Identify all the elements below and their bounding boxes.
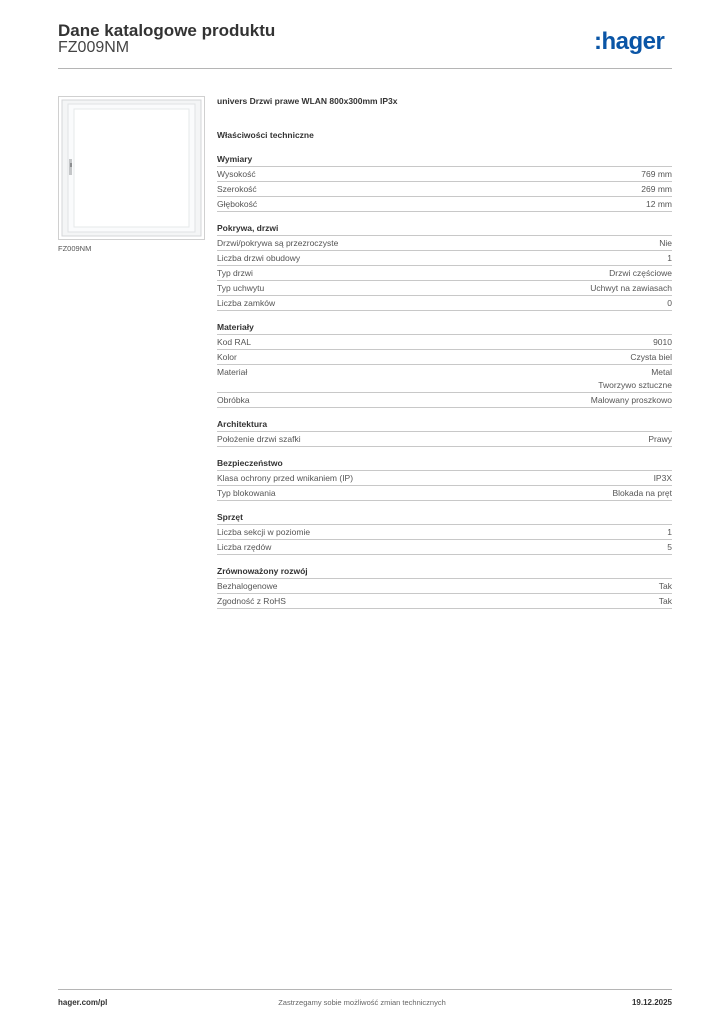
property-row <box>217 266 672 281</box>
product-details <box>217 96 672 619</box>
footer-date: 19.12.2025 <box>631 998 672 1007</box>
properties-heading: Właściwości techniczne <box>217 130 314 140</box>
property-value-line: IP3X <box>653 473 672 483</box>
section-title: Zrównoważony rozwój <box>217 565 672 579</box>
property-label: Typ blokowania <box>217 488 276 498</box>
property-value <box>659 595 672 608</box>
property-value <box>609 267 672 280</box>
property-value <box>598 366 672 392</box>
property-value-line: 1 <box>667 527 672 537</box>
section-title: Bezpieczeństwo <box>217 457 672 471</box>
property-row <box>217 167 672 182</box>
property-value <box>654 472 672 485</box>
property-section <box>217 222 672 311</box>
property-row <box>217 182 672 197</box>
footer-divider <box>58 989 672 990</box>
property-row <box>217 251 672 266</box>
property-label: Szerokość <box>217 184 257 194</box>
property-row <box>217 579 672 594</box>
property-label: Kod RAL <box>217 337 252 347</box>
property-row <box>217 432 672 447</box>
property-label: Bezhalogenowe <box>217 581 278 591</box>
property-value-line: 9010 <box>653 337 672 347</box>
property-label: Liczba rzędów <box>217 542 272 552</box>
section-title: Wymiary <box>217 153 672 167</box>
property-value <box>648 433 672 446</box>
property-section <box>217 321 672 408</box>
property-section <box>217 153 672 212</box>
property-row <box>217 350 672 365</box>
header-divider <box>58 68 672 69</box>
property-section <box>217 565 672 609</box>
property-row <box>217 335 672 350</box>
product-description: univers Drzwi prawe WLAN 800x300mm IP3x <box>217 96 398 106</box>
property-label: Liczba zamków <box>217 298 276 308</box>
property-row <box>217 197 672 212</box>
property-value-line: Tak <box>658 581 672 591</box>
property-value-line: Drzwi częściowe <box>609 268 672 278</box>
section-title: Materiały <box>217 321 672 335</box>
property-value <box>659 580 672 593</box>
hager-logo: :hager <box>594 28 665 55</box>
product-image <box>58 96 205 240</box>
property-row <box>217 365 672 393</box>
product-code: FZ009NM <box>58 39 130 56</box>
property-row <box>217 540 672 555</box>
property-section <box>217 418 672 447</box>
property-value <box>612 487 672 500</box>
properties-sections <box>217 153 672 609</box>
property-value-line: Nie <box>659 238 672 248</box>
property-value <box>653 336 672 349</box>
property-label: Wysokość <box>217 169 256 179</box>
property-value-line: Blokada na pręt <box>612 488 672 498</box>
property-row <box>217 236 672 251</box>
property-value <box>646 198 672 211</box>
property-label: Typ uchwytu <box>217 283 265 293</box>
property-value-line: Prawy <box>648 434 672 444</box>
property-value-line: Metal <box>651 367 672 377</box>
property-value <box>641 168 672 181</box>
property-label: Zgodność z RoHS <box>217 596 286 606</box>
property-value <box>667 541 672 554</box>
property-value-line: Tak <box>658 596 672 606</box>
property-value <box>667 526 672 539</box>
property-row <box>217 296 672 311</box>
property-row <box>217 471 672 486</box>
property-label: Liczba drzwi obudowy <box>217 253 301 263</box>
property-label: Obróbka <box>217 395 250 405</box>
property-value-line: 1 <box>667 253 672 263</box>
property-label: Liczba sekcji w poziomie <box>217 527 311 537</box>
property-value-line: 5 <box>667 542 672 552</box>
property-label: Głębokość <box>217 199 258 209</box>
property-section <box>217 511 672 555</box>
property-value-line: 269 mm <box>641 184 672 194</box>
property-label: Położenie drzwi szafki <box>217 434 301 444</box>
property-value <box>667 297 672 310</box>
property-value-line: 769 mm <box>641 169 672 179</box>
property-value <box>590 282 672 295</box>
property-label: Drzwi/pokrywa są przezroczyste <box>217 238 339 248</box>
property-value-line: Czysta biel <box>630 352 672 362</box>
property-label: Typ drzwi <box>217 268 253 278</box>
property-row <box>217 393 672 408</box>
document-title: Dane katalogowe produktu <box>58 21 276 40</box>
property-row <box>217 525 672 540</box>
property-value <box>659 237 672 250</box>
section-title: Architektura <box>217 418 672 432</box>
property-value-line: Uchwyt na zawiasach <box>590 283 672 293</box>
property-value-line: 12 mm <box>646 199 672 209</box>
image-caption: FZ009NM <box>58 244 92 253</box>
footer-disclaimer: Zastrzegamy sobie możliwość zmian technicznych <box>278 998 446 1007</box>
property-value <box>641 183 672 196</box>
property-value <box>591 394 672 407</box>
property-label: Materiał <box>217 367 248 377</box>
footer-website-link[interactable]: hager.com/pl <box>58 998 108 1007</box>
property-value <box>667 252 672 265</box>
property-label: Kolor <box>217 352 237 362</box>
property-value-line: Malowany proszkowo <box>590 395 672 405</box>
property-value-line: 0 <box>667 298 672 308</box>
property-row <box>217 486 672 501</box>
section-title: Sprzęt <box>217 511 672 525</box>
property-row <box>217 281 672 296</box>
property-row <box>217 594 672 609</box>
property-value <box>630 351 672 364</box>
door-panel-illustration <box>59 97 204 239</box>
property-label: Klasa ochrony przed wnikaniem (IP) <box>217 473 354 483</box>
property-section <box>217 457 672 501</box>
property-value-line: Tworzywo sztuczne <box>598 380 672 390</box>
section-title: Pokrywa, drzwi <box>217 222 672 236</box>
